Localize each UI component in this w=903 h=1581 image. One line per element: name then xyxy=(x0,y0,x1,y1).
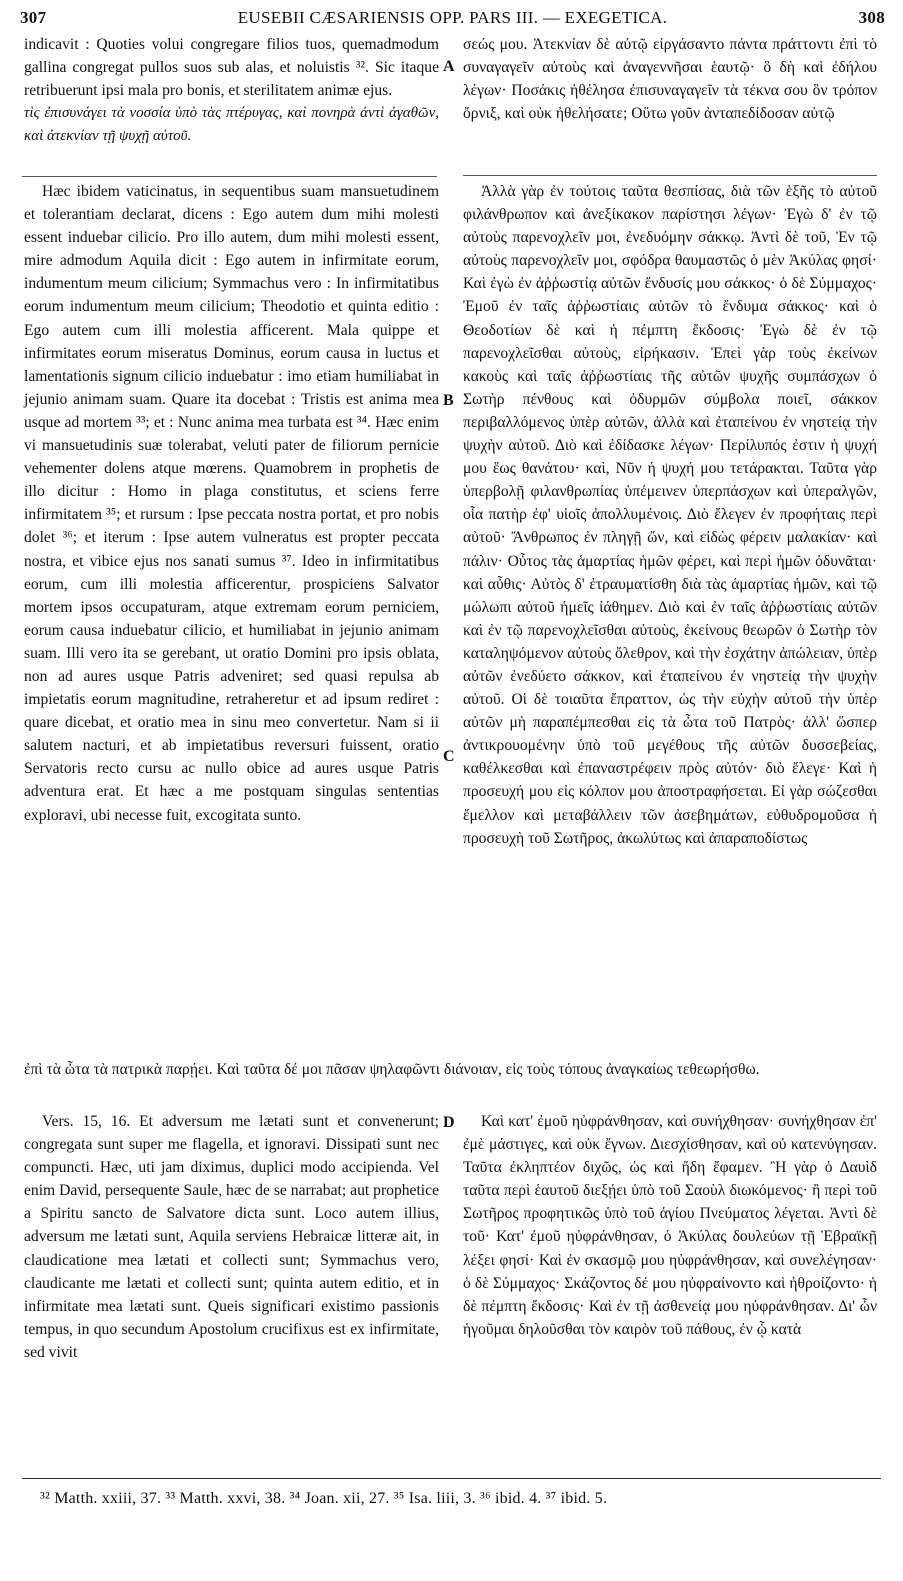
greek-column-bottom xyxy=(463,1110,877,1341)
latin-column-middle xyxy=(24,180,439,827)
margin-marker-a: A xyxy=(443,58,455,75)
latin-paragraph-3: Vers. 15, 16. Et adversum me lætati sunt et convenerunt; congregata sunt super me flagella, et ignoravi. Dissipati sunt nec compuncti. Hæc, uti jam diximus, duplici modo accipienda. Vel enim David, persequente Saule, hæc de se narrabat; aut prophetice a Spiritu sancto de Salvatore dicta sunt. Loco autem illius, adversum me lætati sunt, Aquila serviens Hebraicæ litteræ ait, in claudicatione mea lætati et collecti sunt; Symmachus vero, claudicante me lætati et collecti sunt; quinta autem editio, et in infirmitate mea lætati sunt. Queis significari existimo passionis tempus, in quo secundum Apostolum crucifixus est ex infirmitate, sed vivit xyxy=(24,1113,439,1361)
page-number-left: 307 xyxy=(20,8,47,27)
latin-column-top xyxy=(24,33,439,148)
margin-marker-c: C xyxy=(443,748,455,765)
running-title: EUSEBII CÆSARIENSIS OPP. PARS III. — EXEGETICA. xyxy=(237,8,668,27)
margin-marker-d: D xyxy=(443,1114,455,1131)
column-separator-left xyxy=(22,176,437,177)
margin-marker-b: B xyxy=(443,392,454,409)
fullwidth-greek-line: ἐπὶ τὰ ὦτα τὰ πατρικὰ παρῄει. Καὶ ταῦτα δέ μοι πᾶσαν ψηλαφῶντι διάνοιαν, εἰς τοὺς τόπους ἀναγκαίως τεθεωρήσθω. xyxy=(24,1061,760,1078)
latin-paragraph-1: indicavit : Quoties volui congregare filios tuos, quemadmodum gallina congregat pullos suos sub alas, et noluistis ³². Sic itaque retribuerunt ipsi mala pro bonis, et sterilitatem animæ ejus. xyxy=(24,36,439,100)
latin-greek-carryover: τὶς ἐπισυνάγει τὰ νοσσία ὑπὸ τὰς πτέρυγας, καὶ πονηρὰ ἀντὶ ἀγαθῶν, καὶ ἀτεκνίαν τῇ ψυχῇ αὐτοῦ. xyxy=(24,105,439,145)
latin-paragraph-2: Hæc ibidem vaticinatus, in sequentibus suam mansuetudinem et tolerantiam declarat, dicens : Ego autem dum mihi molesti essent induebar cilicio. Pro illo autem, dum mihi molesti essent, mire admodum Aquila dicit : Ego autem in infirmitate eorum, indumentum meum cilicium; Symmachus vero : In infirmitatibus eorum indumentum meum cilicium; Theodotio et quinta editio : Ego autem cum illi molestia afficerent. Mala quippe et infirmitates eorum miseratus Dominus, eorum causa in luctus et lamentationis signum cilicio induebatur : imo etiam humiliabat in jejunio animam suam. Quare ita docebat : Tristis est anima mea usque ad mortem ³³; et : Nunc anima mea turbata est ³⁴. Hæc enim vi mansuetudinis suæ tolerabat, veluti pater de filiorum pernicie vehementer dolens atque mœrens. Quamobrem in prophetis de illo dicitur : Homo in plaga constitutus, et sciens ferre infirmitatem ³⁵; et rursum : Ipse peccata nostra portat, et pro nobis dolet ³⁶; et iterum : Ipse autem vulneratus est propter peccata nostra, et vibice ejus nos sanati sumus ³⁷. Ideo in infirmitatibus eorum, cum illi molestia afficerentur, prospiciens Salvator mortem ipsos occupaturam, atque extremam eorum perniciem, eorum causa induebatur cilicio, et humiliabat in jejunio animam suam. Illi vero ita se gerebant, ut oratio Domini pro ipsis oblata, non ad aures usque Patris adveniret; sed quasi repulsa ab impietatis eorum magnitudine, retraheretur et ad ipsum rediret : quare dicebat, et oratio mea in sinu meo convertetur. Nam si ii salutem nacturi, et ab impietatibus reversuri fuissent, oratio Servatoris recto cursu ac nullo obice ad aures usque Patris adventura erat. Et hæc a me postquam singulas sententias exploravi, ubi necesse fuit, excogitata sunto. xyxy=(24,183,439,824)
footnote-rule xyxy=(22,1478,881,1479)
greek-column-top xyxy=(463,33,877,125)
greek-column-middle xyxy=(463,180,877,850)
footnotes: ³² Matth. xxiii, 37. ³³ Matth. xxvi, 38. ³⁴ Joan. xii, 27. ³⁵ Isa. liii, 3. ³⁶ ibid. 4. ³⁷ ibid. 5. xyxy=(40,1490,608,1507)
greek-paragraph-2: Ἀλλὰ γὰρ ἐν τούτοις ταῦτα θεσπίσας, διὰ τῶν ἑξῆς τὸ αὐτοῦ φιλάνθρωπον καὶ ἀνεξίκακον παρίστησι λέγων· Ἐγὼ δ' ἐν τῷ αὐτοὺς παρενοχλεῖν μοι, ἐνεδυόμην σάκκῳ. Ἀντὶ δὲ τοῦ, Ἐν τῷ αὐτοὺς παρενοχλεῖν μοι, σφόδρα θαυμαστῶς ὁ μὲν Ἀκύλας φησί· Καὶ ἐγὼ ἐν ἀῤῥωστίᾳ αὐτῶν ἔνδυσίς μου σάκκος· ὁ δὲ Σύμμαχος· Ἐμοῦ ἐν ταῖς ἀῤῥωστίαις αὐτῶν τὸ ἔνδυμα σάκκος· καὶ ὁ Θεοδοτίων δὲ καὶ ἡ πέμπτη ἔκδοσις· Ἐγὼ δὲ ἐν τῷ παρενοχλεῖσθαι αὐτοὺς, εἰρήκασιν. Ἐπεὶ γὰρ τοὺς ἐκείνων κακοὺς καὶ ταῖς ἀῤῥωστίαις τῆς αὐτῶν ψυχῆς συμπάσχων ὁ Σωτὴρ πένθους καὶ ὀδυρμῶν σύμβολα ποιεῖ, σάκκον περιβαλλόμενος ὑπὲρ αὐτῶν, ἀλλὰ καὶ ἐταπείνου ἐν νηστείᾳ τὴν ψυχὴν αὐτοῦ. Διὸ καὶ ἐδίδασκε λέγων· Περίλυπός ἐστιν ἡ ψυχή μου ἕως θανάτου· καὶ, Νῦν ἡ ψυχή μου τετάρακται. Ταῦτα γὰρ ὑπερβολῇ φιλανθρωπίας ὑπέμεινεν ὑπερπάσχων καὶ ὑπεραλγῶν, οἷα πατὴρ ἐφ' υἱοῖς ἀπολλυμένοις. Διὸ ἔλεγεν ἐν προφήταις περὶ αὐτοῦ· Ἄνθρωπος ἐν πληγῇ ὤν, καὶ εἰδὼς φέρειν μαλακίαν· καὶ πάλιν· Οὗτος τὰς ἁμαρτίας ἡμῶν φέρει, καὶ περὶ ἡμῶν ὀδυνᾶται· καὶ αὖθις· Αὐτὸς δ' ἐτραυματίσθη διὰ τὰς ἁμαρτίας ἡμῶν, καὶ τῷ μώλωπι αὐτοῦ ἡμεῖς ἰάθημεν. Διὸ καὶ ἐν ταῖς ἀῤῥωστίαις αὐτῶν καὶ ἐν τῷ παρενοχλεῖσθαι αὐτοὺς, ἐκείνους θεωρῶν ὁ Σωτὴρ τὸν καταληψόμενον αὐτοὺς ὄλεθρον, καὶ τὴν ἐσχάτην ἀπώλειαν, ὑπὲρ αὐτῶν ἐνεδύετο σάκκον, καὶ ἐταπείνου ἐν νηστείᾳ τὴν ψυχὴν αὐτοῦ. Οἱ δὲ τοιαῦτα ἔπραττον, ὡς τὴν εὐχὴν αὐτοῦ τὴν ὑπὲρ αὐτῶν μὴ παραπέμπεσθαι εἰς τὰ ὦτα τοῦ Πατρὸς· ἀλλ' ὥσπερ ἀντικρουομένην ὑπὸ τοῦ μεγέθους τῆς αὐτῶν δυσσεβείας, καθέλκεσθαι καὶ ἐπαναστρέφειν πρὸς αὐτόν· διὸ ἔλεγε· Καὶ ἡ προσευχή μου εἰς κόλπον μου ἀποστραφήσεται. Εἰ γὰρ σώζεσθαι ἔμελλον καὶ μεταβάλλειν τῶν ἀσεβημάτων, εὐθυδρομοῦσα ἡ προσευχὴ τοῦ Σωτῆρος, ἀκωλύτως καὶ ἀπαραποδίστως xyxy=(463,183,877,847)
greek-paragraph-3: Καὶ κατ' ἐμοῦ ηὐφράνθησαν, καὶ συνήχθησαν· συνήχθησαν ἐπ' ἐμὲ μάστιγες, καὶ οὐκ ἔγνων. Διεσχίσθησαν, καὶ οὐ κατενύγησαν. Ταῦτα ἐκληπτέον διχῶς, ὡς καὶ ἤδη ἔφαμεν. Ἢ γὰρ ὁ Δαυὶδ ταῦτα περὶ ἑαυτοῦ διεξῄει ὑπὸ τοῦ Σαοὺλ διωκόμενος· ἢ περὶ τοῦ Σωτῆρος προφητικῶς ὑπὸ τοῦ ἁγίου Πνεύματος λέγεται. Ἀντὶ δὲ τοῦ· Κατ' ἐμοῦ ηὐφράνθησαν, ὁ Ἀκύλας δουλεύων τῇ Ἑβραϊκῇ λέξει φησί· Καὶ ἐν σκασμῷ μου ηὐφράνθησαν, καὶ συνελέγησαν· ὁ δὲ Σύμμαχος· Σκάζοντος δέ μου ηὐφραίνοντο καὶ ἠθροίζοντο· ἡ δὲ πέμπτη ἔκδοσις· Καὶ ἐν τῇ ἀσθενείᾳ μου ηὐφράνθησαν. Δι' ὧν ἡγοῦμαι δηλοῦσθαι τὸν καιρὸν τοῦ πάθους, ἐν ᾧ κατὰ xyxy=(463,1113,877,1338)
page-number-right: 308 xyxy=(858,8,885,27)
column-separator-right xyxy=(463,175,877,176)
latin-column-bottom xyxy=(24,1110,439,1364)
greek-paragraph-1: σεώς μου. Ἀτεκνίαν δὲ αὐτῷ εἰργάσαντο πάντα πράττοντι ἐπὶ τὸ συναγαγεῖν αὐτοὺς καὶ ἀναγεννῆσαι ἑαυτῷ· ὃ δὴ καὶ ἐδήλου λέγων· Ποσάκις ἠθέλησα ἐπισυναγαγεῖν τὰ τέκνα σου ὃν τρόπον ὄρνιξ, καὶ οὐκ ἠθελήσατε; Οὕτω γοῦν ἀνταπεδίδοσαν αὐτῷ xyxy=(463,36,877,123)
